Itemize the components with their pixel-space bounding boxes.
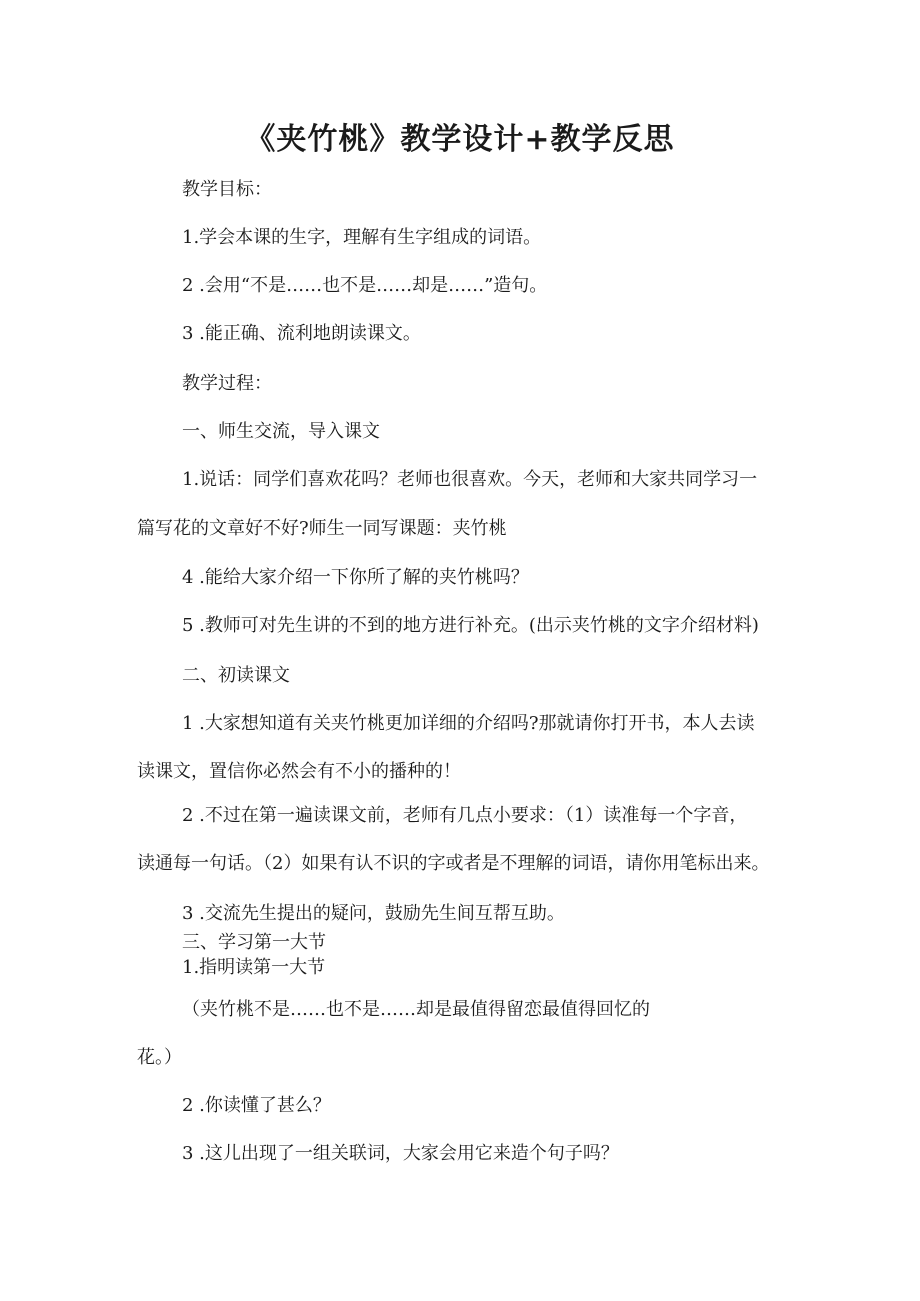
paragraph-line: 1.学会本课的生字，理解有生字组成的词语。 [182, 227, 542, 248]
paragraph-line: 4 .能给大家介绍一下你所了解的夹竹桃吗？ [182, 567, 529, 588]
paragraph-line: 教学目标： [182, 179, 272, 200]
paragraph-line: 5 .教师可对先生讲的不到的地方进行补充。(出示夹竹桃的文字介绍材料) [182, 615, 759, 636]
paragraph-line: 一、师生交流，导入课文 [182, 421, 380, 442]
paragraph-line: 二、初读课文 [182, 665, 290, 686]
paragraph-line: 读课文，置信你必然会有不小的播种的！ [137, 761, 461, 782]
paragraph-line: 教学过程： [182, 373, 272, 394]
paragraph-line: 2 .会用“不是……也不是……却是……”造句。 [182, 275, 548, 296]
paragraph-line: 2 .不过在第一遍读课文前，老师有几点小要求：（1）读准每一个字音， [182, 805, 748, 826]
paragraph-line: 3 .能正确、流利地朗读课文。 [182, 323, 421, 344]
paragraph-line: 3 .交流先生提出的疑问，鼓励先生间互帮互助。 [182, 903, 565, 924]
paragraph-line: 三、学习第一大节 [182, 932, 326, 953]
paragraph-line: 3 .这儿出现了一组关联词，大家会用它来造个句子吗？ [182, 1143, 619, 1164]
paragraph-line: 1.指明读第一大节 [182, 957, 326, 978]
paragraph-line: 2 .你读懂了甚么？ [182, 1095, 331, 1116]
paragraph-line: 花。） [137, 1047, 182, 1068]
paragraph-line: （夹竹桃不是……也不是……却是最值得留恋最值得回忆的 [182, 999, 650, 1020]
paragraph-line: 篇写花的文章好不好?师生一同写课题：夹竹桃 [137, 518, 507, 539]
paragraph-line: 1 .大家想知道有关夹竹桃更加详细的介绍吗?那就请你打开书，本人去读 [182, 713, 755, 734]
document-title: 《夹竹桃》教学设计+教学反思 [245, 122, 675, 157]
paragraph-line: 读通每一句话。（2）如果有认不识的字或者是不理解的词语，请你用笔标出来。 [137, 853, 770, 874]
paragraph-line: 1.说话：同学们喜欢花吗？老师也很喜欢。今天，老师和大家共同学习一 [182, 469, 758, 490]
